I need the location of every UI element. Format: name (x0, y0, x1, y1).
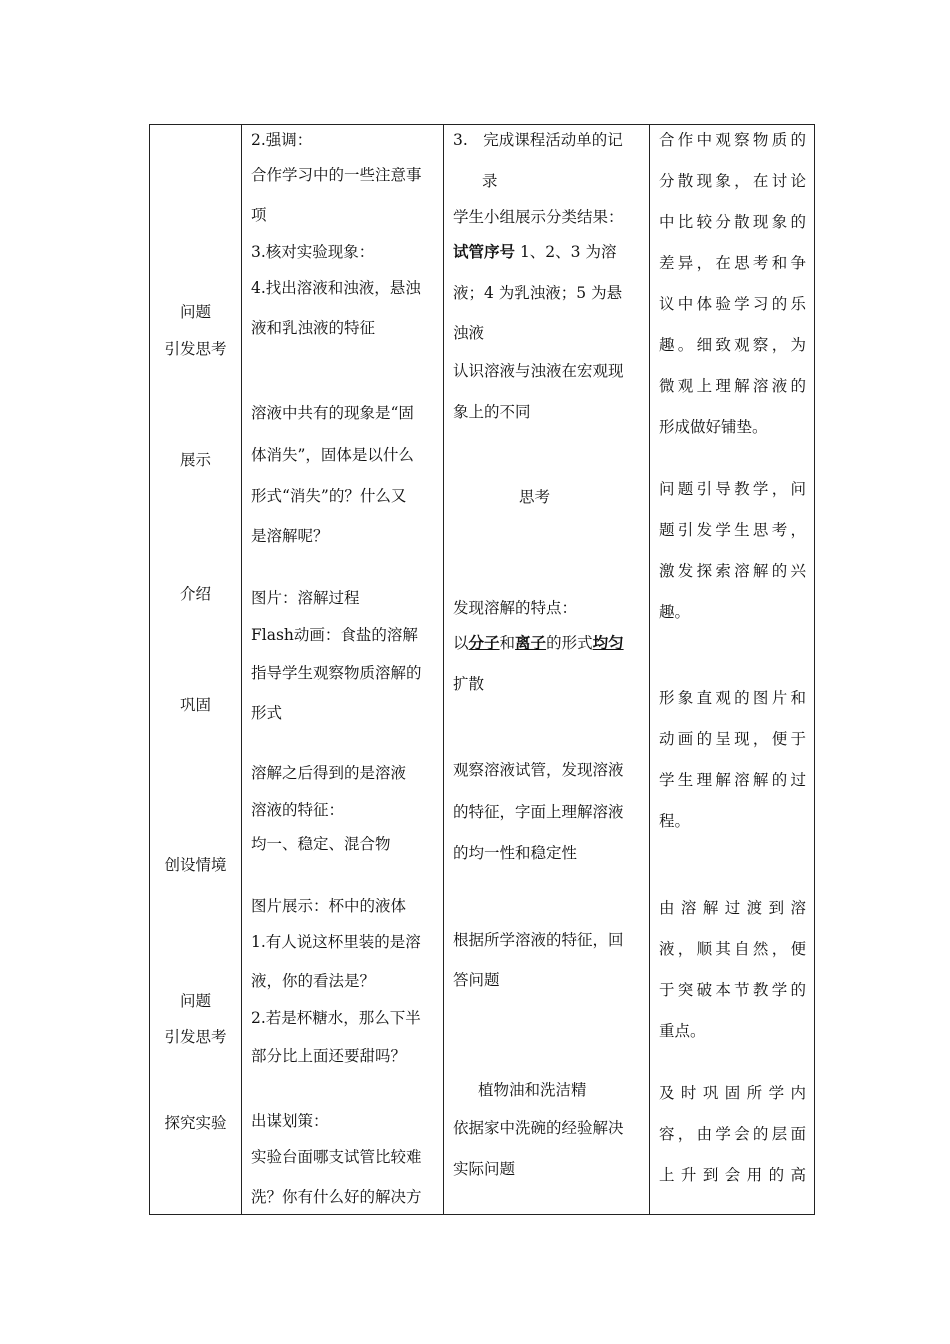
text-run: 1、2、3 为溶 (515, 243, 617, 261)
underlined-text: 均匀 (592, 633, 624, 652)
text-line: 差异，在思考和争 (659, 254, 806, 272)
student-activity-column (444, 125, 649, 1214)
text-line: 项 (251, 206, 267, 224)
text-line: 根据所学溶液的特征，回 (453, 931, 624, 949)
text-line (453, 242, 616, 262)
stage-label: 创设情境 (164, 856, 227, 874)
text-line: 图片：溶解过程 (251, 589, 360, 607)
stage-label: 探究实验 (164, 1114, 227, 1132)
text-line: 部分比上面还要甜吗？ (251, 1047, 407, 1065)
text-line: 中比较分散现象的 (659, 213, 806, 231)
stage-label: 展示 (179, 451, 211, 469)
text-line: 由溶解过渡到溶 (659, 899, 806, 917)
text-line: 扩散 (453, 675, 485, 693)
text-line: 问题引导教学，问 (659, 480, 806, 498)
text-run: 以 (453, 634, 469, 652)
stage-column (150, 125, 241, 1214)
text-line: 趣。 (659, 603, 691, 621)
stage-label: 介绍 (179, 585, 211, 603)
text-line: 激发探索溶解的兴 (659, 562, 806, 580)
text-line: 录 (482, 172, 498, 190)
text-run: 和 (499, 634, 516, 652)
stage-label: 引发思考 (164, 1028, 227, 1046)
text-line: Flash动画：食盐的溶解 (251, 626, 418, 644)
stage-label: 引发思考 (164, 340, 227, 358)
text-line: 1.有人说这杯里装的是溶 (251, 933, 421, 951)
text-line: 指导学生观察物质溶解的 (251, 664, 422, 682)
text-line: 程。 (659, 812, 691, 830)
text-line: 图片展示：杯中的液体 (251, 897, 407, 915)
text-line: 微观上理解溶液的 (659, 377, 806, 395)
text-line: 答问题 (453, 971, 500, 989)
text-line: 均一、稳定、混合物 (251, 835, 391, 853)
lesson-plan-table (149, 124, 815, 1215)
design-intent-column (650, 125, 816, 1214)
text-line: 植物油和洗洁精 (478, 1081, 587, 1099)
text-line: 溶液的特征： (251, 801, 345, 819)
text-line: 形象直观的图片和 (659, 689, 806, 707)
text-line: 溶液中共有的现象是“固 (251, 404, 414, 422)
text-line: 题引发学生思考， (659, 521, 806, 539)
text-line: 2.若是杯糖水，那么下半 (251, 1009, 421, 1027)
text-line: 液和乳浊液的特征 (251, 319, 376, 337)
text-line: 液；4 为乳浊液；5 为悬 (453, 284, 623, 302)
stage-label: 问题 (179, 992, 211, 1010)
text-line: 议中体验学习的乐 (659, 295, 806, 313)
text-line: 动画的呈现，便于 (659, 730, 806, 748)
text-line: 洗？你有什么好的解决方 (251, 1188, 422, 1206)
text-line: 4.找出溶液和浊液，悬浊 (251, 279, 421, 297)
text-line: 依据家中洗碗的经验解决 (453, 1119, 624, 1137)
text-line (453, 633, 624, 653)
text-line: 的特征，字面上理解溶液 (453, 803, 624, 821)
text-line: 观察溶液试管，发现溶液 (453, 761, 624, 779)
stage-label: 问题 (179, 303, 211, 321)
text-line: 上升到会用的高 (659, 1166, 806, 1184)
text-run: 的形式 (546, 634, 593, 652)
stage-label: 巩固 (179, 696, 211, 714)
text-line: 形成做好铺垫。 (659, 418, 768, 436)
text-line: 液，你的看法是？ (251, 972, 376, 990)
text-line: 于突破本节教学的 (659, 981, 806, 999)
text-line: 学生小组展示分类结果： (453, 208, 624, 226)
text-line: 学生理解溶解的过 (659, 771, 806, 789)
text-line: 出谋划策： (251, 1112, 329, 1130)
underlined-text: 分子 (468, 633, 500, 652)
text-line: 分散现象，在讨论 (659, 172, 806, 190)
bold-text: 试管序号 (453, 242, 516, 261)
underlined-text: 离子 (515, 633, 547, 652)
text-line: 容，由学会的层面 (659, 1125, 806, 1143)
text-line: 合作学习中的一些注意事 (251, 166, 422, 184)
text-line: 浊液 (453, 324, 485, 342)
text-line: 3.核对实验现象： (251, 243, 375, 261)
text-line: 2.强调： (251, 131, 313, 149)
text-line: 3. 完成课程活动单的记 (453, 131, 623, 149)
text-line: 形式 (251, 704, 283, 722)
text-line: 重点。 (659, 1022, 706, 1040)
text-line: 的均一性和稳定性 (453, 844, 578, 862)
text-line: 思考 (519, 488, 551, 506)
text-line: 发现溶解的特点： (453, 599, 578, 617)
text-line: 象上的不同 (453, 403, 531, 421)
text-line: 及时巩固所学内 (659, 1084, 806, 1102)
text-line: 体消失”，固体是以什么 (251, 446, 414, 464)
text-line: 液，顺其自然，便 (659, 940, 806, 958)
text-line: 趣。细致观察，为 (659, 336, 806, 354)
text-line: 形式“消失”的？什么又 (251, 487, 407, 505)
text-line: 合作中观察物质的 (659, 131, 806, 149)
text-line: 认识溶液与浊液在宏观现 (453, 362, 624, 380)
text-line: 是溶解呢？ (251, 527, 329, 545)
text-line: 实际问题 (453, 1160, 516, 1178)
teacher-activity-column (242, 125, 443, 1214)
text-line: 溶解之后得到的是溶液 (251, 764, 407, 782)
text-line: 实验台面哪支试管比较难 (251, 1148, 422, 1166)
